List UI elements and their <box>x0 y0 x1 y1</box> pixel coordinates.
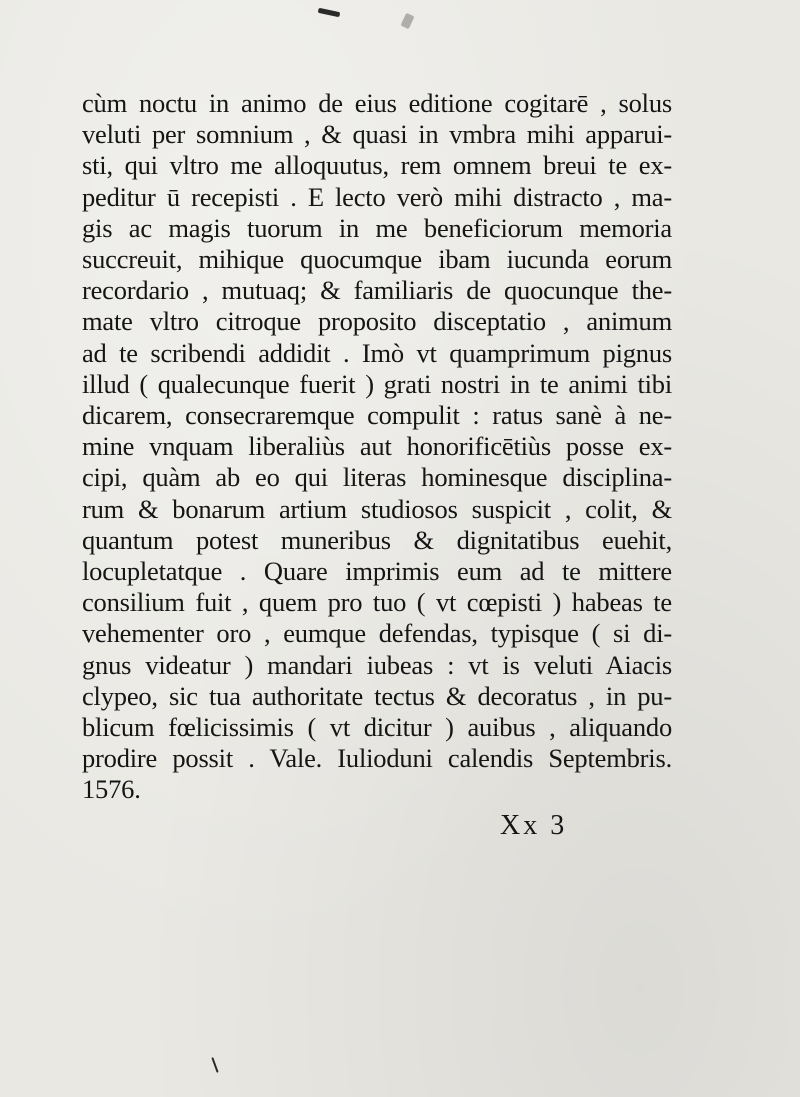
text-line: illud ( qualecunque fuerit ) grati nostri in te animi tibi <box>82 368 672 399</box>
text-line: blicum fœlicissimis ( vt dicitur ) auibus , aliquando <box>82 712 672 743</box>
text-line: sti, qui vltro me alloquutus, rem omnem breui te ex- <box>82 150 672 181</box>
show-through-bleed <box>70 780 710 1030</box>
text-line: rum & bonarum artium studiosos suspicit , colit, & <box>82 493 672 524</box>
text-line: clypeo, sic tua authoritate tectus & decoratus , in pu- <box>82 680 672 711</box>
text-line: veluti per somnium , & quasi in vmbra mihi apparui- <box>82 119 672 150</box>
text-line: cipi, quàm ab eo qui literas hominesque disciplina- <box>82 462 672 493</box>
text-line: recordario , mutuaq; & familiaris de quocunque the- <box>82 275 672 306</box>
text-line: prodire possit . Vale. Iulioduni calendis Septembris. <box>82 743 672 774</box>
text-line: vehementer oro , eumque defendas, typisque ( si di- <box>82 618 672 649</box>
date-line: 1576. <box>82 774 141 805</box>
text-line: consilium fuit , quem pro tuo ( vt cœpisti ) habeas te <box>82 587 672 618</box>
text-line: quantum potest muneribus & dignitatibus euehit, <box>82 524 672 555</box>
text-line: cùm noctu in animo de eius editione cogitarē , solus <box>82 88 672 118</box>
text-line: ad te scribendi addidit . Imò vt quamprimum pignus <box>82 337 672 368</box>
text-line: locupletatque . Quare imprimis eum ad te mittere <box>82 556 672 587</box>
text-line: peditur ū recepisti . E lecto verò mihi distracto , ma- <box>82 181 672 212</box>
text-line: gis ac magis tuorum in me beneficiorum memoria <box>82 212 672 243</box>
signature-mark: Xx 3 <box>500 810 568 841</box>
letter-body-text <box>82 88 672 806</box>
ink-stroke-bottom <box>211 1057 218 1073</box>
ink-stain-top <box>400 13 414 29</box>
text-line: gnus videatur ) mandari iubeas : vt is veluti Aiacis <box>82 649 672 680</box>
text-line: mate vltro citroque proposito disceptatio , animum <box>82 306 672 337</box>
text-line: dicarem, consecraremque compulit : ratus sanè à ne- <box>82 400 672 431</box>
ink-smudge-top <box>318 8 341 17</box>
text-line: succreuit, mihique quocumque ibam iucunda eorum <box>82 244 672 275</box>
text-line: mine vnquam liberaliùs aut honorificētiùs posse ex- <box>82 431 672 462</box>
